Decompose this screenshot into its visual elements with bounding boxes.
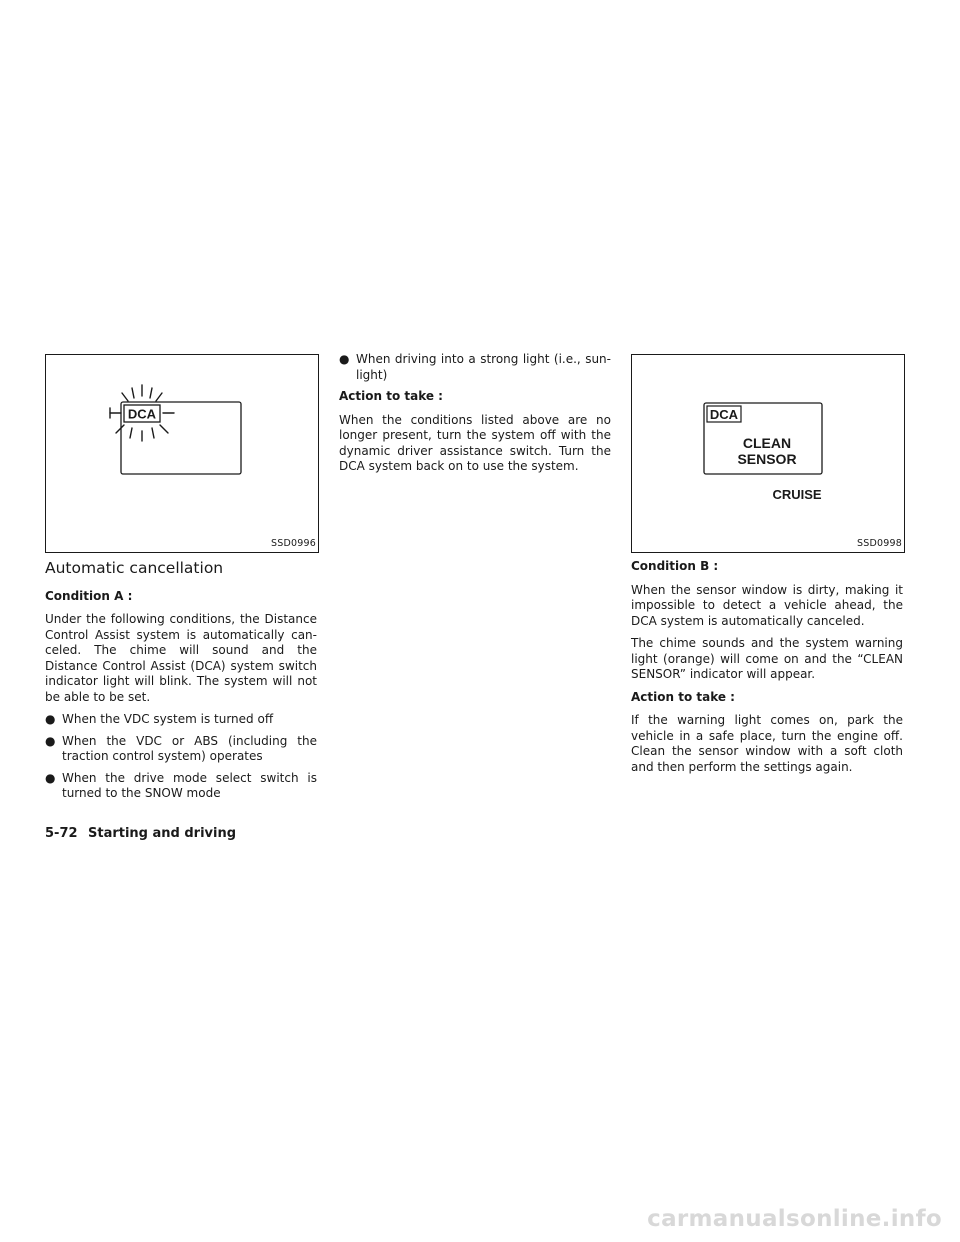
dca-blinking-illustration	[46, 355, 318, 552]
section-heading: Automatic cancellation	[45, 559, 224, 577]
action-label: Action to take :	[339, 389, 443, 403]
dca-badge-text: DCA	[127, 406, 157, 422]
condition-a-label: Condition A :	[45, 588, 133, 603]
figure-code: SSD0996	[271, 537, 316, 549]
clean-sensor-illustration	[632, 355, 904, 552]
figure-dca-blinking	[45, 354, 319, 553]
right-column	[631, 354, 903, 782]
list-item: ● When the VDC system is turned off	[45, 712, 274, 726]
section-title: Starting and driving	[88, 826, 237, 841]
list-item: ● When the VDC or ABS (including the traction control system) operates	[45, 733, 317, 763]
action-text: When the conditions listed above are no longer present, turn the system off with the dynamic driver assistance switch. Turn the DCA system back on to use the system.	[339, 412, 611, 473]
cruise-text: CRUISE	[772, 487, 822, 502]
sensor-text: SENSOR	[737, 451, 797, 467]
condition-b-text: When the sensor window is dirty, making it impossible to detect a vehicle ahead, the DCA system is automatically canceled.	[631, 582, 903, 628]
condition-a-text: Under the following conditions, the Distance Control Assist system is automatically can- celed. The chime will sound and the Distance Control Assist (DCA) system switch indicator light will blink. The system will not be able to be set.	[45, 612, 317, 704]
list-item: ● When the drive mode select switch is turned to the SNOW mode	[45, 770, 317, 800]
dca-badge-text: DCA	[709, 407, 739, 422]
figure-code: SSD0998	[857, 537, 902, 549]
bullet-icon: ●	[339, 352, 350, 366]
middle-column	[339, 352, 611, 482]
watermark: carmanualsonline.info	[647, 1206, 942, 1232]
page-number: 5-72	[45, 826, 78, 841]
action-text: If the warning light comes on, park the vehicle in a safe place, turn the engine off. Clean the sensor window with a soft cloth and then perform the settings again.	[631, 713, 903, 774]
bullet-icon: ●	[45, 712, 56, 726]
clean-text: CLEAN	[742, 435, 792, 451]
bullet-icon: ●	[45, 770, 56, 785]
bullet-icon: ●	[45, 733, 56, 748]
warning-light-text: The chime sounds and the system warning light (orange) will come on and the “CLEAN SENSOR” indicator will appear.	[631, 636, 903, 681]
action-label: Action to take :	[631, 689, 735, 704]
figure-clean-sensor	[631, 354, 905, 553]
list-item: ● When driving into a strong light (i.e., sun- light)	[339, 352, 611, 382]
left-column	[45, 354, 317, 808]
condition-b-label: Condition B :	[631, 559, 719, 573]
